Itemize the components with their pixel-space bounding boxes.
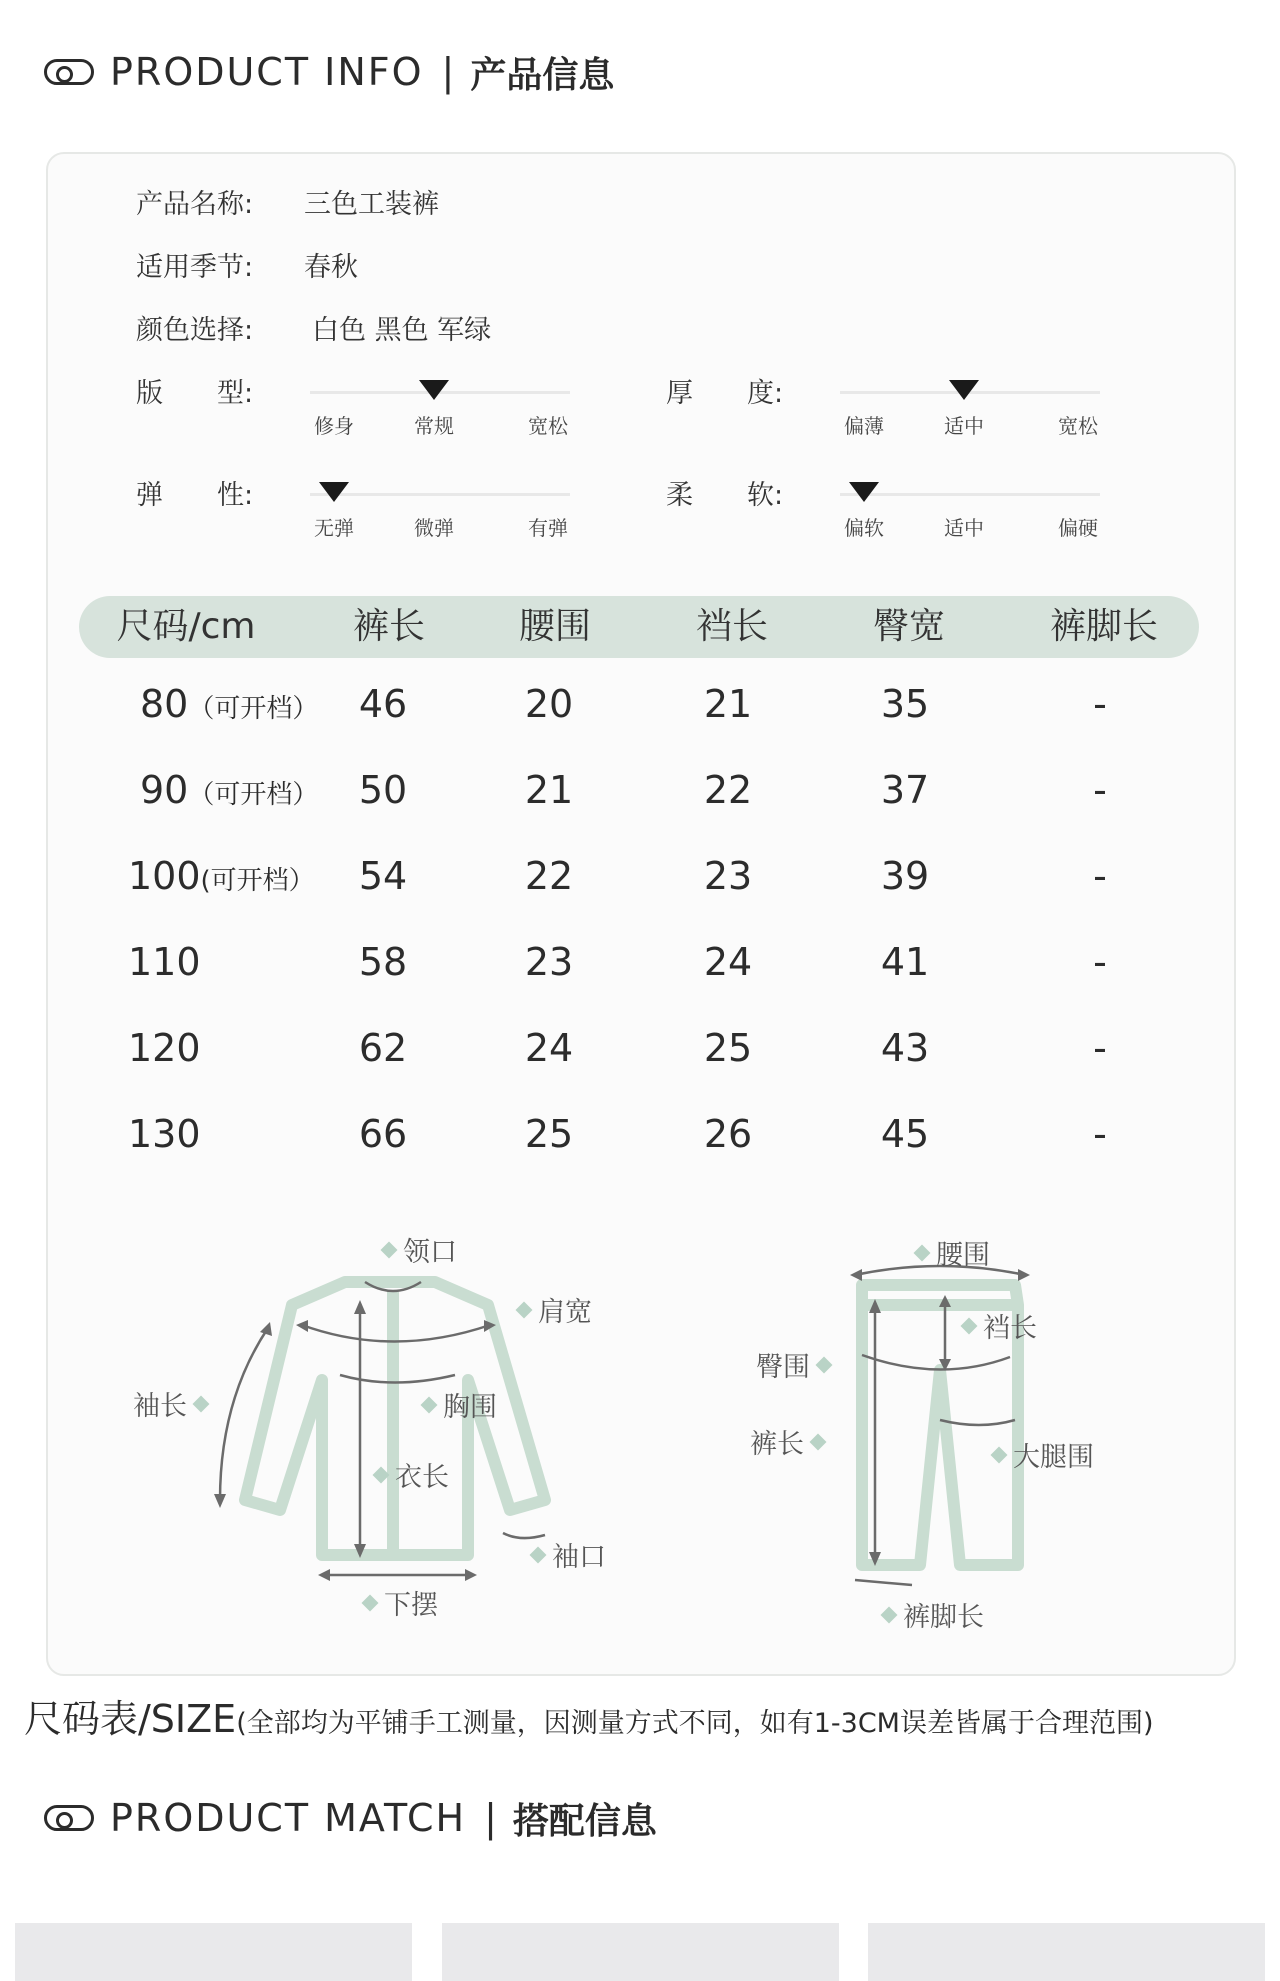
diamond-icon — [362, 1594, 379, 1611]
detail-value: 三色工装裤 — [304, 189, 439, 220]
size-cell — [140, 768, 318, 812]
size-note-label: （可开档） — [188, 780, 319, 810]
scale-track — [840, 493, 1100, 496]
product-info-title-cn: 产品信息 — [470, 54, 615, 96]
label-thigh: 大腿围 — [985, 1435, 1094, 1474]
label-collar: 领口 — [375, 1230, 457, 1269]
size-note-main: 尺码表/SIZE — [24, 1697, 237, 1741]
diamond-icon — [881, 1606, 898, 1623]
table-cell: 24 — [524, 1026, 574, 1070]
product-info-title-en: PRODUCT INFO — [110, 50, 424, 94]
scale-marker — [949, 380, 979, 400]
size-cell — [128, 854, 315, 898]
label-cuff: 袖口 — [524, 1535, 606, 1574]
detail-row-color — [136, 308, 491, 347]
table-cell: 62 — [358, 1026, 408, 1070]
jacket-outline — [245, 1282, 545, 1555]
table-cell: 21 — [703, 682, 753, 726]
scale-label-fit: 版 型: — [136, 378, 254, 409]
match-product-tile[interactable] — [15, 1923, 412, 1981]
scale-option: 适中 — [944, 516, 984, 540]
scale-option: 偏薄 — [844, 414, 884, 438]
label-sleeve: 袖长 — [133, 1384, 215, 1423]
label-hip: 臀围 — [756, 1345, 838, 1384]
detail-row-name — [136, 182, 439, 221]
table-cell: 23 — [703, 854, 753, 898]
detail-value: 春秋 — [304, 252, 358, 283]
toggle-pill-icon — [44, 1805, 94, 1831]
size-value: 130 — [128, 1112, 201, 1156]
size-value: 100 — [128, 854, 201, 898]
scale-marker — [319, 482, 349, 502]
diamond-icon — [991, 1446, 1008, 1463]
scale-option: 微弹 — [414, 516, 454, 540]
scale-option: 无弹 — [314, 516, 354, 540]
column-header-waist: 腰围 — [518, 606, 592, 647]
scale-thickness — [840, 380, 1100, 440]
table-cell: 22 — [524, 854, 574, 898]
table-cell: - — [1093, 1026, 1107, 1070]
scale-marker — [849, 482, 879, 502]
scale-label-elasticity: 弹 性: — [136, 480, 254, 511]
table-cell: - — [1093, 854, 1107, 898]
diamond-icon — [816, 1356, 833, 1373]
scale-option: 宽松 — [528, 414, 568, 438]
table-cell: 22 — [703, 768, 753, 812]
scale-label-thickness: 厚 度: — [666, 378, 784, 409]
scale-track — [310, 493, 570, 496]
table-cell: 43 — [880, 1026, 930, 1070]
diamond-icon — [193, 1395, 210, 1412]
table-cell: 21 — [524, 768, 574, 812]
product-match-title-en: PRODUCT MATCH — [110, 1796, 467, 1840]
scale-marker — [419, 380, 449, 400]
size-value: 120 — [128, 1026, 201, 1070]
table-cell: - — [1093, 768, 1107, 812]
table-cell: - — [1093, 1112, 1107, 1156]
detail-label: 颜色选择: — [136, 315, 254, 346]
scale-option: 偏软 — [844, 516, 884, 540]
table-cell: - — [1093, 682, 1107, 726]
table-cell: 54 — [358, 854, 408, 898]
table-cell: 66 — [358, 1112, 408, 1156]
size-cell — [128, 1026, 201, 1070]
table-cell: 37 — [880, 768, 930, 812]
column-header-pants-length: 裤长 — [352, 606, 426, 647]
size-value: 80 — [140, 682, 189, 726]
scale-option: 修身 — [314, 414, 354, 438]
table-cell: 25 — [703, 1026, 753, 1070]
product-info-header — [44, 47, 614, 97]
scale-option: 偏硬 — [1058, 516, 1098, 540]
detail-value: 白色 黑色 军绿 — [312, 315, 492, 346]
size-table-header — [79, 596, 1199, 658]
table-cell: 45 — [880, 1112, 930, 1156]
table-cell: 20 — [524, 682, 574, 726]
label-shoulder: 肩宽 — [510, 1290, 592, 1329]
product-match-title-cn: 搭配信息 — [512, 1800, 657, 1842]
table-cell: 35 — [880, 682, 930, 726]
table-cell: 39 — [880, 854, 930, 898]
size-note-label: （可开档） — [188, 694, 319, 724]
size-cell — [128, 1112, 201, 1156]
size-value: 90 — [140, 768, 189, 812]
size-cell — [140, 682, 318, 726]
table-cell: 24 — [703, 940, 753, 984]
table-cell: 41 — [880, 940, 930, 984]
detail-row-season — [136, 245, 358, 284]
match-product-tile[interactable] — [868, 1923, 1265, 1981]
label-rise: 裆长 — [955, 1306, 1037, 1345]
table-cell: 58 — [358, 940, 408, 984]
scale-option: 有弹 — [528, 516, 568, 540]
product-match-header — [44, 1793, 657, 1843]
size-note-label: (可开档） — [200, 866, 315, 896]
match-product-tile[interactable] — [442, 1923, 839, 1981]
table-cell: 46 — [358, 682, 408, 726]
table-cell: - — [1093, 940, 1107, 984]
column-header-leg-opening: 裤脚长 — [1049, 606, 1159, 647]
table-cell: 25 — [524, 1112, 574, 1156]
diamond-icon — [373, 1466, 390, 1483]
scale-elasticity — [310, 482, 570, 542]
header-separator: | — [484, 1796, 497, 1840]
scale-fit — [310, 380, 570, 440]
label-jacket-length: 衣长 — [367, 1455, 449, 1494]
size-note — [24, 1688, 1154, 1743]
toggle-pill-icon — [44, 59, 94, 85]
size-note-detail: (全部均为平铺手工测量，因测量方式不同，如有1-3CM误差皆属于合理范围) — [236, 1708, 1154, 1739]
scale-label-softness: 柔 软: — [666, 480, 784, 511]
table-cell: 26 — [703, 1112, 753, 1156]
detail-label: 适用季节: — [136, 252, 254, 283]
scale-option: 宽松 — [1058, 414, 1098, 438]
label-hem: 下摆 — [356, 1583, 438, 1622]
header-separator: | — [441, 50, 455, 94]
size-value: 110 — [128, 940, 201, 984]
diamond-icon — [914, 1244, 931, 1261]
diamond-icon — [421, 1396, 438, 1413]
label-pants-length: 裤长 — [750, 1422, 832, 1461]
diamond-icon — [810, 1433, 827, 1450]
table-cell: 23 — [524, 940, 574, 984]
scale-softness — [840, 482, 1100, 542]
size-cell — [128, 940, 201, 984]
label-chest: 胸围 — [415, 1385, 497, 1424]
diamond-icon — [961, 1317, 978, 1334]
diamond-icon — [381, 1241, 398, 1258]
column-header-size: 尺码/cm — [116, 606, 256, 647]
label-leg-opening: 裤脚长 — [875, 1595, 984, 1634]
label-waist: 腰围 — [908, 1233, 990, 1272]
scale-option: 适中 — [944, 414, 984, 438]
column-header-hip: 臀宽 — [872, 606, 946, 647]
diamond-icon — [516, 1301, 533, 1318]
detail-label: 产品名称: — [136, 189, 254, 220]
diamond-icon — [530, 1546, 547, 1563]
table-cell: 50 — [358, 768, 408, 812]
column-header-rise: 裆长 — [695, 606, 769, 647]
scale-option: 常规 — [414, 414, 454, 438]
